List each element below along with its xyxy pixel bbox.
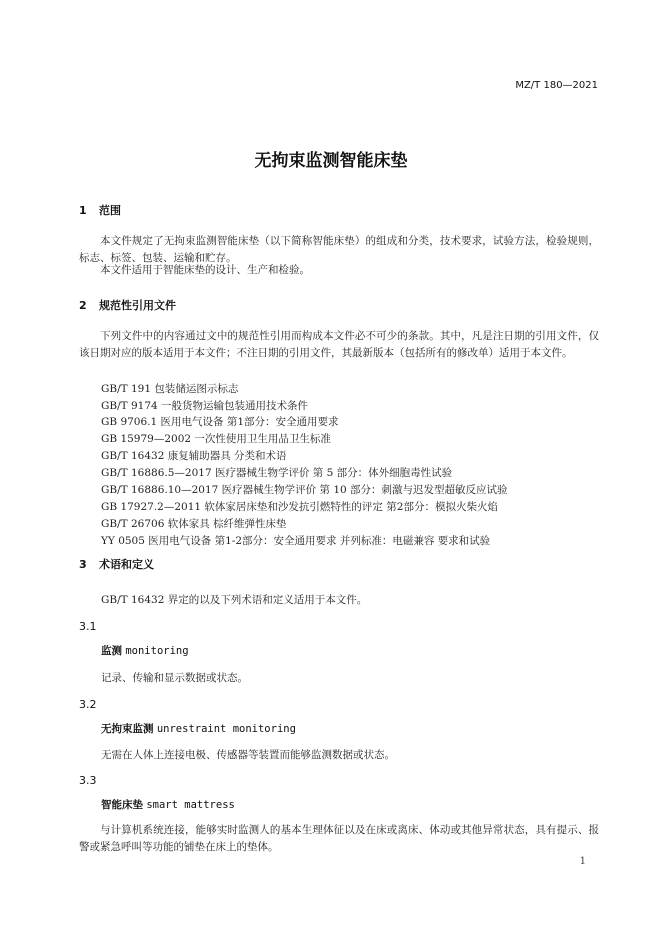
term-definition: 与计算机系统连接，能够实时监测人的基本生理体征以及在床或离床、体动或其他异常状态，具有提示、报警或紧急呼叫等功能的铺垫在床上的垫体。 [79, 824, 599, 853]
reference-item: GB 9706.1 医用电气设备 第1部分：安全通用要求 [101, 416, 339, 428]
reference-item: GB 17927.2—2011 软体家居床垫和沙发抗引燃特性的评定 第2部分：模拟火柴火焰 [101, 501, 498, 513]
paragraph: 本文件规定了无拘束监测智能床垫（以下简称智能床垫）的组成和分类，技术要求，试验方法，检验规则，标志、标签、包装、运输和贮存。 [79, 235, 599, 264]
term-english: unrestraint monitoring [156, 723, 296, 735]
term-definition: 无需在人体上连接电极、传感器等装置而能够监测数据或状态。 [101, 749, 395, 761]
reference-item: GB/T 16886.10—2017 医疗器械生物学评价 第 10 部分：刺激与迟发型超敏反应试验 [101, 484, 508, 496]
reference-item: YY 0505 医用电气设备 第1-2部分：安全通用要求 并列标准：电磁兼容 要求和试验 [101, 535, 491, 547]
reference-item: GB/T 16432 康复辅助器具 分类和术语 [101, 450, 287, 462]
reference-item: GB/T 9174 一般货物运输包装通用技术条件 [101, 400, 309, 412]
term-english: monitoring [125, 645, 189, 657]
reference-item: GB/T 26706 软体家具 棕纤维弹性床垫 [101, 518, 287, 530]
section-1-heading [79, 202, 121, 218]
section-title: 术语和定义 [99, 558, 154, 571]
section-number: 1 [79, 204, 87, 217]
reference-item: GB/T 16886.5—2017 医疗器械生物学评价 第 5 部分：体外细胞毒性试验 [101, 467, 453, 479]
term-definition: 记录、传输和显示数据或状态。 [101, 672, 248, 684]
reference-item: GB/T 191 包装储运图示标志 [101, 383, 239, 395]
paragraph: 本文件适用于智能床垫的设计、生产和检验。 [100, 264, 310, 276]
section-title: 规范性引用文件 [99, 299, 176, 312]
section-number: 3 [79, 558, 87, 571]
term-chinese: 监测 [101, 645, 122, 657]
page-number: 1 [579, 856, 586, 867]
term-number: 3.3 [79, 774, 97, 787]
paragraph: 下列文件中的内容通过文中的规范性引用而构成本文件必不可少的条款。其中，凡是注日期的引用文件，仅该日期对应的版本适用于本文件；不注日期的引用文件，其最新版本（包括所有的修改单）适用于本文件。 [79, 330, 599, 359]
term-english: smart mattress [146, 799, 235, 811]
term-number: 3.1 [79, 620, 97, 633]
term-entry [101, 797, 235, 812]
section-number: 2 [79, 299, 87, 312]
standard-code: MZ/T 180—2021 [515, 80, 598, 91]
paragraph: GB/T 16432 界定的以及下列术语和定义适用于本文件。 [101, 594, 368, 606]
document-title: 无拘束监测智能床垫 [254, 151, 408, 171]
term-chinese: 无拘束监测 [101, 723, 154, 735]
section-2-heading [79, 297, 176, 313]
section-3-heading [79, 556, 154, 572]
section-title: 范围 [99, 204, 121, 217]
term-entry [101, 721, 296, 736]
term-chinese: 智能床垫 [101, 799, 143, 811]
term-number: 3.2 [79, 698, 97, 711]
term-entry [101, 643, 189, 658]
reference-item: GB 15979—2002 一次性使用卫生用品卫生标准 [101, 433, 331, 445]
